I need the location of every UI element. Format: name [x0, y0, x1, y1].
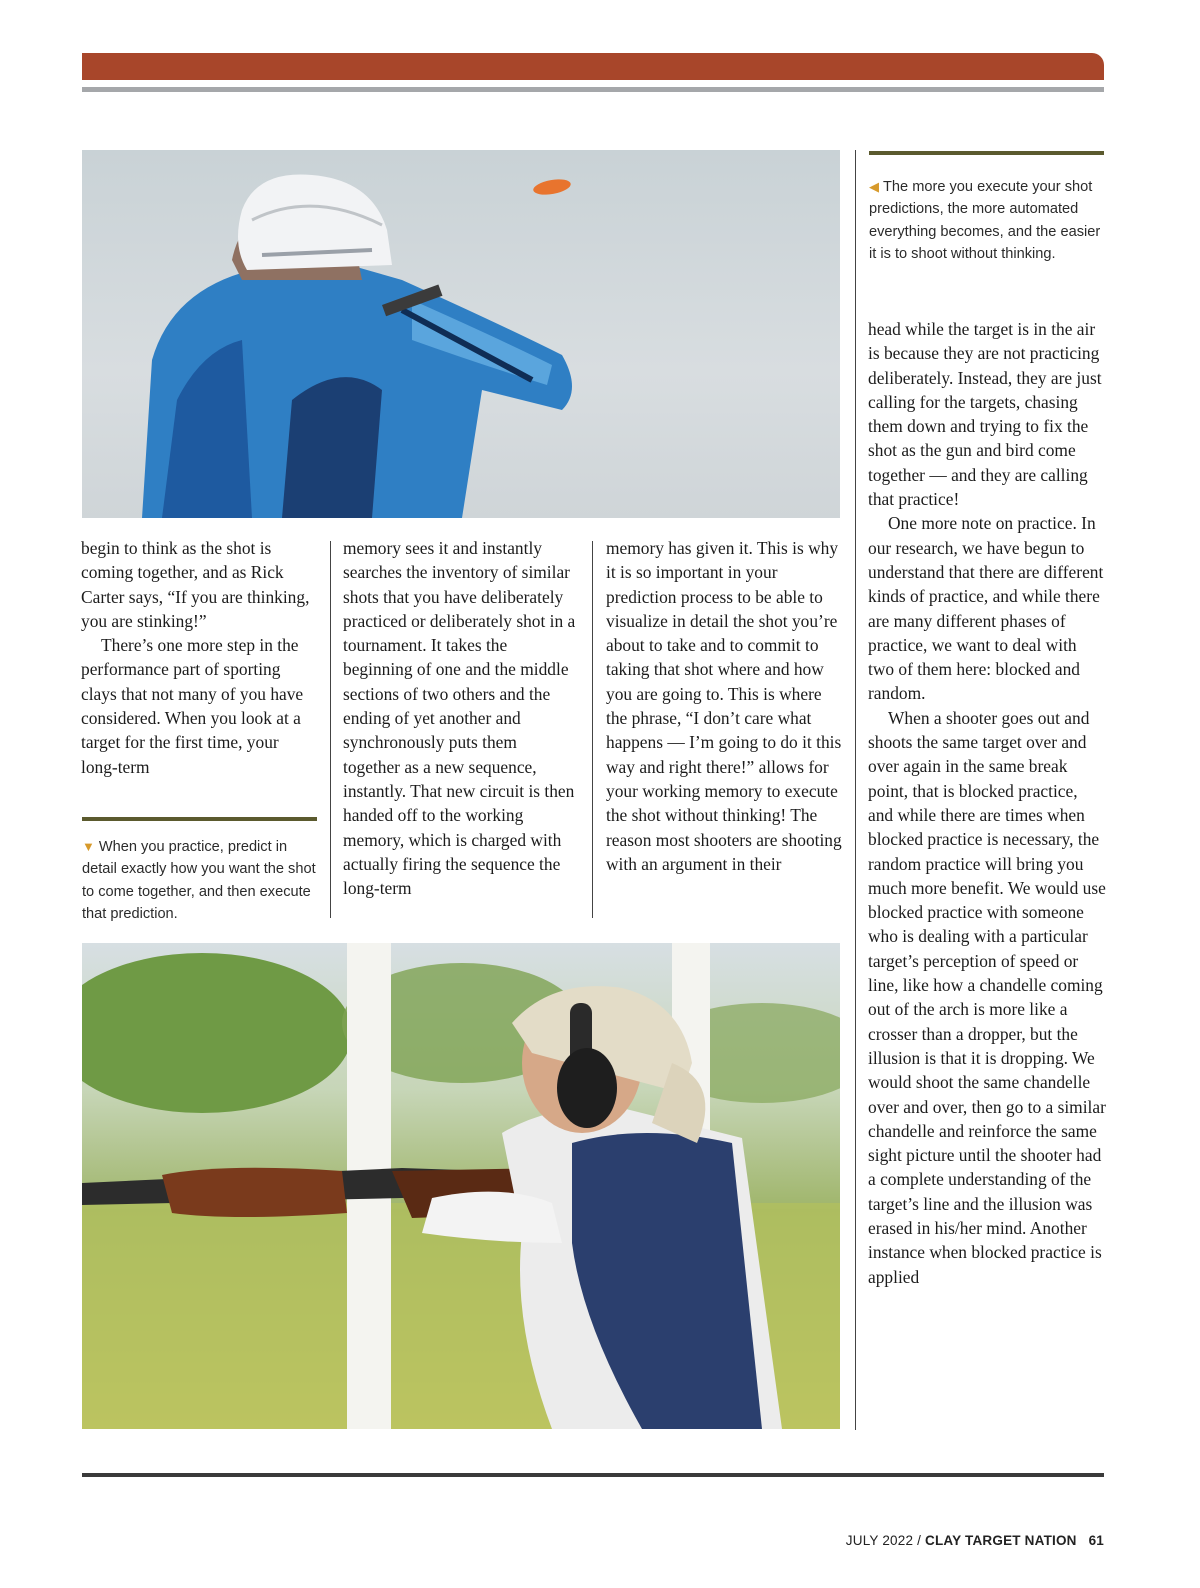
footer-magazine-name: CLAY TARGET NATION [925, 1533, 1077, 1548]
photo-caption-top [869, 176, 1105, 265]
photo-shooter-from-behind [82, 150, 840, 518]
page-footer [846, 1533, 1104, 1548]
photo-caption-bottom [82, 836, 320, 925]
page-number: 61 [1088, 1533, 1104, 1548]
article-column-1 [81, 536, 319, 779]
column-divider-1 [330, 541, 331, 918]
photo-shooter-aiming [82, 943, 840, 1429]
paragraph: There’s one more step in the performance part of sporting clays that not many of you have considered. When you look at a target for the first time, your long-term [81, 635, 304, 777]
article-column-4 [868, 317, 1106, 1289]
header-accent-bar [82, 53, 1104, 80]
paragraph: memory has given it. This is why it is so important in your prediction process to be able to visualize in detail the shot you’re about to take and to commit to taking that shot where and how you are going to. This is where the phrase, “I don’t care what happens — I’m going to do it this way and right there!” allows for your working memory to execute the shot without thinking! The reason most shooters are shooting with an argument in their [606, 538, 842, 874]
footer-issue: JULY 2022 / [845, 1533, 922, 1548]
caption-rule-top [869, 151, 1104, 155]
column-divider-2 [592, 541, 593, 918]
article-column-2 [343, 536, 577, 900]
photo-caption-top-text: The more you execute your shot predictions, the more automated everything becomes, and the easier it is to shoot without thinking. [869, 179, 1101, 262]
left-triangle-icon: ◀ [869, 179, 879, 194]
paragraph: head while the target is in the air is because they are not practicing deliberately. Instead, they are just calling for the targets, chasing them down and trying to fix the shot as the gun and bird come together — and they are calling that practice! [868, 319, 1102, 510]
column-divider-3 [855, 150, 856, 1430]
header-rule [82, 87, 1104, 92]
caption-rule-bottom [82, 817, 317, 821]
paragraph: One more note on practice. In our research, we have begun to understand that there are different kinds of practice, and while there are many different phases of practice, we want to deal with two of them here: blocked and random. [868, 513, 1104, 704]
footer-rule [82, 1473, 1104, 1477]
down-triangle-icon: ▼ [82, 839, 95, 854]
paragraph: When a shooter goes out and shoots the same target over and over again in the same break point, that is blocked practice, and while there are times when blocked practice is necessary, the random practice will bring you much more benefit. We would use blocked practice with someone who is dealing with a particular target’s perception of speed or line, like how a chandelle coming out of the arch is more like a crosser than a dropper, but the illusion is that it is dropping. We would shoot the same chandelle over and over, then go to a similar chandelle and reinforce the same sight picture until the shooter had a complete understanding of the target’s line and the illusion was erased in his/her mind. Another instance when blocked practice is applied [868, 707, 1106, 1287]
paragraph: memory sees it and instantly searches the inventory of similar shots that you have deliberately practiced or deliberately shot in a tournament. It takes the beginning of one and the middle sections of two others and the ending of yet another and synchronously puts them together as a new sequence, instantly. That new circuit is then handed off to the working memory, which is charged with actually firing the sequence the long-term [343, 538, 576, 899]
photo-caption-bottom-text: When you practice, predict in detail exactly how you want the shot to come together, and then execute that prediction. [82, 839, 316, 922]
article-column-3 [606, 536, 842, 876]
paragraph: begin to think as the shot is coming together, and as Rick Carter says, “If you are thinking, you are stinking!” [81, 538, 310, 631]
